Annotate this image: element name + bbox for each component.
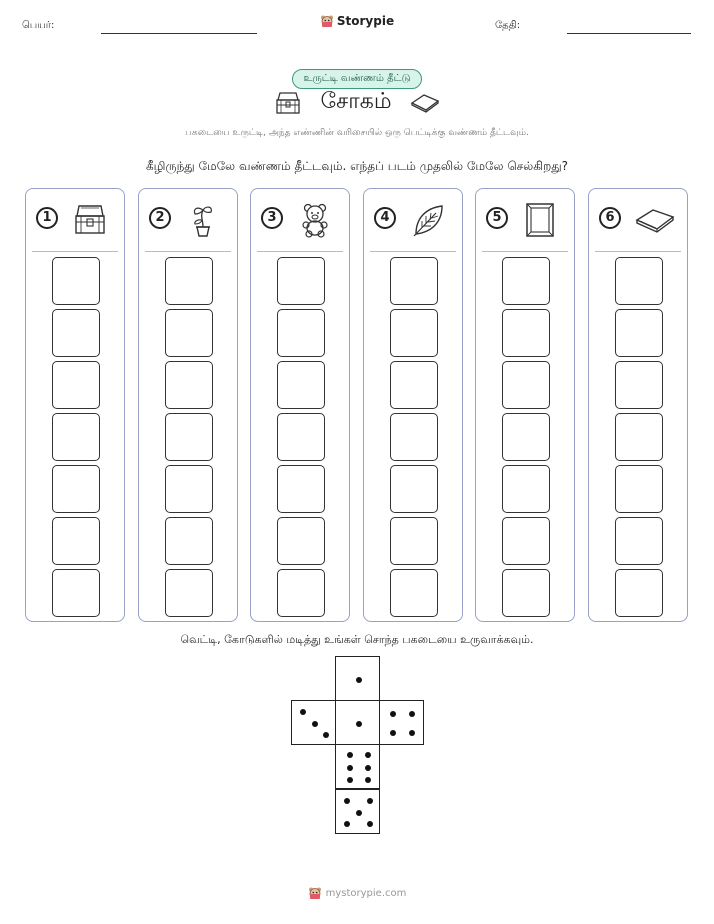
column-5 (475, 188, 575, 622)
date-line[interactable] (567, 33, 691, 34)
die-face (335, 700, 380, 745)
die-pip (323, 732, 329, 738)
column-6 (588, 188, 688, 622)
brand-header (0, 13, 714, 32)
title-row (0, 89, 714, 117)
color-box[interactable] (390, 517, 438, 565)
column-number: 4 (374, 207, 396, 229)
die-pip (390, 730, 396, 736)
picture-frame-icon (522, 202, 558, 238)
color-box[interactable] (615, 569, 663, 617)
color-box[interactable] (277, 569, 325, 617)
die-pip (300, 709, 306, 715)
color-box[interactable] (277, 309, 325, 357)
die-pip (365, 777, 371, 783)
color-box[interactable] (165, 569, 213, 617)
activity-badge-wrap (0, 66, 714, 89)
color-box[interactable] (502, 413, 550, 461)
color-box[interactable] (502, 257, 550, 305)
die-pip (312, 721, 318, 727)
column-number: 2 (149, 207, 171, 229)
die-pip (365, 752, 371, 758)
die-pip (344, 798, 350, 804)
page-title: சோகம் (320, 89, 392, 114)
die-pip (356, 810, 362, 816)
die-face (335, 656, 380, 701)
die-pip (347, 777, 353, 783)
die-pip (356, 721, 362, 727)
color-box[interactable] (390, 309, 438, 357)
color-box[interactable] (165, 257, 213, 305)
book-icon (410, 93, 440, 113)
color-box[interactable] (165, 361, 213, 409)
color-box[interactable] (52, 361, 100, 409)
leaf-icon (410, 202, 446, 238)
color-box[interactable] (390, 257, 438, 305)
color-box[interactable] (615, 361, 663, 409)
column-2 (138, 188, 238, 622)
date-label: தேதி: (495, 20, 521, 31)
footer (0, 886, 714, 900)
instruction-text: பகடையை உருட்டி, அந்த எண்ணின் வரிசையில் ஒரு பெட்டிக்கு வண்ணம் தீட்டவும். (185, 128, 529, 138)
footer-url[interactable]: mystorypie.com (325, 887, 407, 899)
color-box[interactable] (277, 413, 325, 461)
cut-instruction: வெட்டி, கோடுகளில் மடித்து உங்கள் சொந்த பகடையை உருவாக்கவும். (180, 633, 534, 646)
die-face (335, 744, 380, 789)
color-box[interactable] (502, 309, 550, 357)
color-box[interactable] (165, 465, 213, 513)
color-box[interactable] (615, 257, 663, 305)
color-box[interactable] (615, 517, 663, 565)
color-box[interactable] (165, 309, 213, 357)
die-pip (347, 752, 353, 758)
color-box[interactable] (277, 517, 325, 565)
color-box[interactable] (277, 361, 325, 409)
color-box[interactable] (390, 569, 438, 617)
color-box[interactable] (390, 413, 438, 461)
color-box[interactable] (52, 517, 100, 565)
color-box[interactable] (52, 413, 100, 461)
name-label: பெயர்: (22, 20, 55, 31)
die-pip (390, 711, 396, 717)
color-box[interactable] (277, 465, 325, 513)
column-number: 3 (261, 207, 283, 229)
color-box[interactable] (165, 413, 213, 461)
treasure-chest-icon (72, 202, 108, 238)
teddy-bear-icon (297, 202, 333, 238)
column-1 (25, 188, 125, 622)
potted-plant-icon (185, 202, 221, 238)
color-box[interactable] (502, 569, 550, 617)
color-box[interactable] (615, 465, 663, 513)
color-box[interactable] (390, 361, 438, 409)
color-box[interactable] (52, 257, 100, 305)
die-pip (365, 765, 371, 771)
column-3 (250, 188, 350, 622)
color-box[interactable] (52, 569, 100, 617)
die-pip (356, 677, 362, 683)
die-pip (409, 730, 415, 736)
brand-name: Storypie (336, 14, 395, 28)
color-box[interactable] (277, 257, 325, 305)
color-box[interactable] (615, 413, 663, 461)
color-box[interactable] (502, 517, 550, 565)
activity-badge: உருட்டி வண்ணம் தீட்டு (292, 69, 421, 89)
color-box[interactable] (502, 361, 550, 409)
die-pip (344, 821, 350, 827)
color-box[interactable] (390, 465, 438, 513)
bear-logo-icon (308, 886, 322, 900)
column-number: 1 (36, 207, 58, 229)
question-text: கீழிருந்து மேலே வண்ணம் தீட்டவும். எந்தப் படம் முதலில் மேலே செல்கிறது? (145, 159, 569, 173)
name-line[interactable] (101, 33, 257, 34)
die-pip (367, 798, 373, 804)
column-4 (363, 188, 463, 622)
die-pip (347, 765, 353, 771)
book-icon (635, 202, 675, 238)
color-box[interactable] (502, 465, 550, 513)
bear-logo-icon (320, 14, 334, 28)
color-box[interactable] (52, 465, 100, 513)
die-face (335, 789, 380, 834)
color-box[interactable] (165, 517, 213, 565)
column-number: 6 (599, 207, 621, 229)
color-box[interactable] (615, 309, 663, 357)
color-box[interactable] (52, 309, 100, 357)
die-pip (367, 821, 373, 827)
die-face (379, 700, 424, 745)
die-pip (409, 711, 415, 717)
die-face (291, 700, 336, 745)
treasure-chest-icon (274, 90, 302, 116)
column-number: 5 (486, 207, 508, 229)
